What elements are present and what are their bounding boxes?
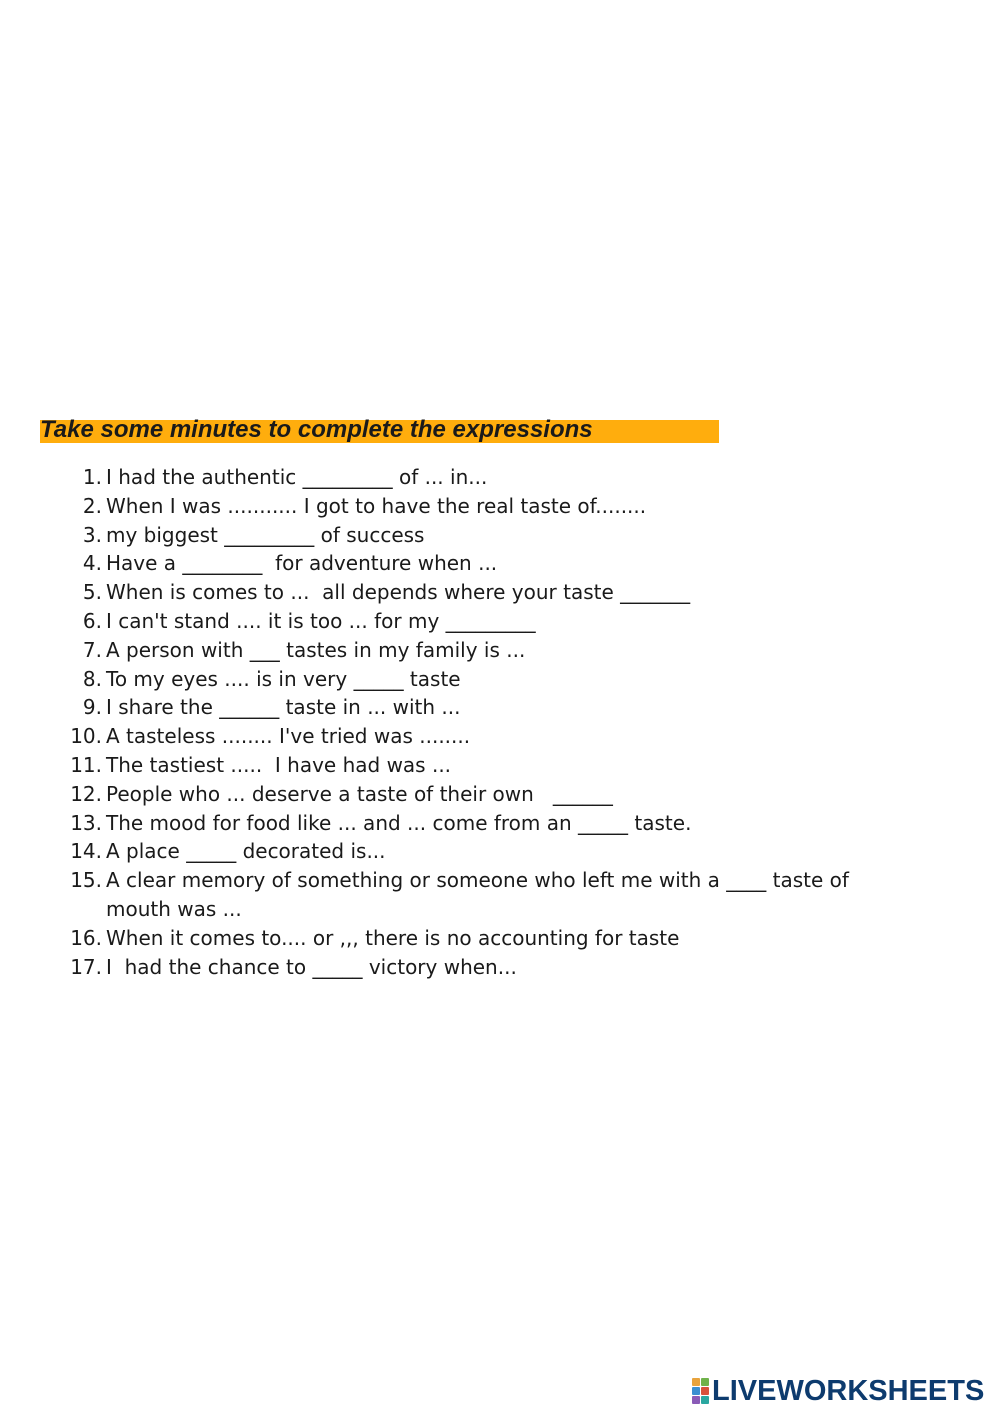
item-text: People who ... deserve a taste of their own ______ bbox=[106, 781, 613, 806]
expression-item bbox=[60, 636, 920, 665]
expression-item bbox=[60, 953, 920, 982]
item-text: I share the ______ taste in ... with ... bbox=[106, 695, 461, 720]
expression-list bbox=[60, 463, 920, 981]
expression-item bbox=[60, 665, 920, 694]
item-number: 5. bbox=[82, 580, 102, 605]
expression-item bbox=[60, 492, 920, 521]
expression-item bbox=[60, 521, 920, 550]
expression-item bbox=[60, 463, 920, 492]
expression-item bbox=[60, 780, 920, 809]
expression-item bbox=[60, 837, 920, 866]
expression-item bbox=[60, 751, 920, 780]
item-text: I can't stand .... it is too ... for my _________ bbox=[106, 608, 536, 633]
item-text: A place _____ decorated is... bbox=[106, 839, 386, 864]
expression-item bbox=[60, 607, 920, 636]
item-text: When it comes to.... or ,,, there is no accounting for taste bbox=[106, 925, 680, 950]
item-number: 17. bbox=[70, 954, 102, 979]
item-text: Have a ________ for adventure when ... bbox=[106, 551, 498, 576]
item-text: When is comes to ... all depends where your taste _______ bbox=[106, 580, 691, 605]
item-number: 16. bbox=[70, 925, 102, 950]
item-text: A tasteless ........ I've tried was ........ bbox=[106, 724, 471, 749]
item-text: The tastiest ..... I have had was ... bbox=[106, 752, 452, 777]
item-number: 13. bbox=[70, 810, 102, 835]
item-text: To my eyes .... is in very _____ taste bbox=[106, 666, 461, 691]
liveworksheets-logo bbox=[692, 1377, 984, 1405]
item-number: 11. bbox=[70, 752, 102, 777]
expression-item bbox=[60, 693, 920, 722]
worksheet-heading: Take some minutes to complete the expressions bbox=[40, 416, 593, 443]
item-text: I had the chance to _____ victory when... bbox=[106, 954, 517, 979]
item-text: A clear memory of something or someone who left me with a ____ taste of mouth was ... bbox=[106, 868, 856, 921]
item-text: my biggest _________ of success bbox=[106, 522, 425, 547]
item-number: 14. bbox=[70, 839, 102, 864]
item-number: 1. bbox=[82, 465, 102, 489]
item-text: The mood for food like ... and ... come from an _____ taste. bbox=[106, 810, 692, 835]
expression-item bbox=[60, 924, 920, 953]
item-number: 12. bbox=[70, 781, 102, 806]
item-number: 15. bbox=[70, 868, 102, 893]
item-number: 9. bbox=[82, 695, 102, 720]
logo-text: LIVEWORKSHEETS bbox=[712, 1375, 985, 1407]
item-number: 4. bbox=[82, 551, 102, 576]
expression-item bbox=[60, 549, 920, 578]
item-number: 7. bbox=[82, 637, 102, 662]
item-number: 3. bbox=[82, 522, 102, 547]
expression-item bbox=[60, 809, 920, 838]
item-text: A person with ___ tastes in my family is ... bbox=[106, 637, 526, 662]
item-number: 6. bbox=[82, 608, 102, 633]
expression-item bbox=[60, 578, 920, 607]
liveworksheets-cubes-icon bbox=[692, 1378, 709, 1404]
item-number: 10. bbox=[70, 724, 102, 749]
item-number: 8. bbox=[82, 666, 102, 691]
expression-item bbox=[60, 866, 920, 924]
item-number: 2. bbox=[82, 493, 102, 518]
item-text: When I was ........... I got to have the real taste of........ bbox=[106, 493, 647, 518]
expression-item bbox=[60, 722, 920, 751]
item-text: I had the authentic _________ of ... in... bbox=[106, 465, 488, 489]
